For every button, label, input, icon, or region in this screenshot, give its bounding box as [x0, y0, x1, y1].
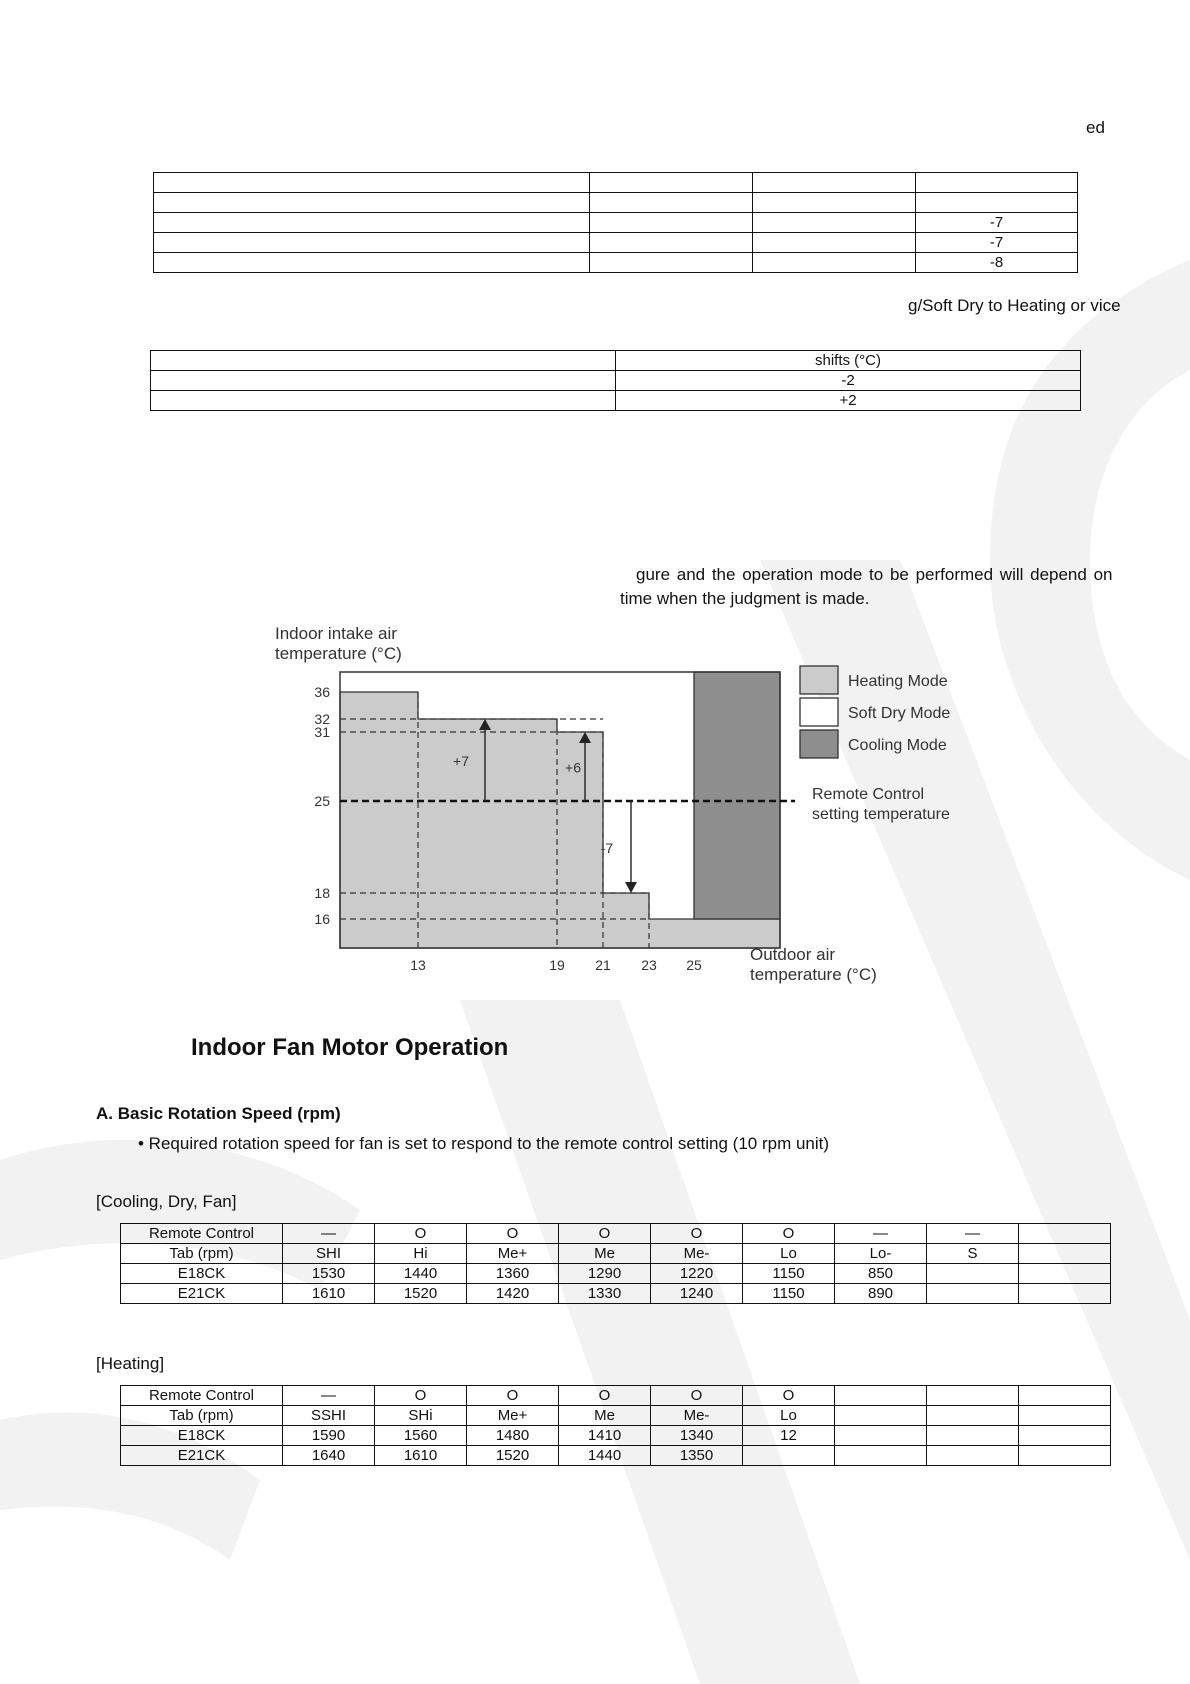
table-cell	[927, 1446, 1019, 1466]
table-cell: E18CK	[121, 1426, 283, 1446]
chart-x-title-line1: Outdoor air	[750, 945, 836, 964]
table-cell	[753, 253, 916, 273]
operation-mode-chart	[250, 618, 970, 998]
table-cell	[1019, 1406, 1111, 1426]
table-cell	[154, 213, 590, 233]
table-cell: O	[559, 1386, 651, 1406]
table-cell: -8	[916, 253, 1078, 273]
table-cell	[927, 1386, 1019, 1406]
table-cell	[1019, 1264, 1111, 1284]
table-cell	[1019, 1224, 1111, 1244]
table-cell	[835, 1446, 927, 1466]
table-cell: Remote Control	[121, 1386, 283, 1406]
table-cell: +2	[616, 391, 1081, 411]
table-cell	[916, 193, 1078, 213]
table-cell	[927, 1406, 1019, 1426]
chart-y-title-line1: Indoor intake air	[275, 624, 397, 643]
table-cell: 12	[743, 1426, 835, 1446]
table-cell: -2	[616, 371, 1081, 391]
table-cell	[927, 1426, 1019, 1446]
annotation-label: +6	[565, 759, 581, 776]
table-cell: Me-	[651, 1244, 743, 1264]
table-cell	[1019, 1386, 1111, 1406]
table-cell	[753, 193, 916, 213]
table-cell	[835, 1426, 927, 1446]
table-cell: O	[743, 1386, 835, 1406]
table-cell: 850	[835, 1264, 927, 1284]
table-cell: O	[375, 1386, 467, 1406]
table-cell: 1440	[375, 1264, 467, 1284]
table-cell: 1290	[559, 1264, 651, 1284]
table-cell: -7	[916, 213, 1078, 233]
table-cell: E21CK	[121, 1284, 283, 1304]
table-cell	[916, 173, 1078, 193]
table-cell: SHI	[283, 1244, 375, 1264]
y-tick-label: 16	[314, 911, 330, 927]
fragment-mode-change: g/Soft Dry to Heating or vice	[908, 296, 1121, 315]
setting-label-line1: Remote Control	[812, 786, 925, 803]
table-cell: 890	[835, 1284, 927, 1304]
table-cell	[743, 1446, 835, 1466]
table-cell	[835, 1386, 927, 1406]
table-row	[154, 193, 1078, 213]
table-cell: SSHI	[283, 1406, 375, 1426]
table-cell: 1150	[743, 1264, 835, 1284]
fragment-top-right: ed	[1086, 118, 1105, 137]
table-cell: Lo-	[835, 1244, 927, 1264]
table-cell: O	[375, 1224, 467, 1244]
table-cell: O	[651, 1386, 743, 1406]
table-cell	[1019, 1244, 1111, 1264]
table-cell: —	[283, 1386, 375, 1406]
table-cell	[151, 351, 616, 371]
section-title: Indoor Fan Motor Operation	[191, 1034, 509, 1061]
fragment-judgment-line2: time when the judgment is made.	[620, 589, 870, 608]
table-cell	[590, 213, 753, 233]
legend-label: Soft Dry Mode	[848, 705, 951, 722]
table-cell: -7	[916, 233, 1078, 253]
x-tick-label: 21	[595, 957, 611, 973]
table-cell	[1019, 1284, 1111, 1304]
table-cell: —	[835, 1224, 927, 1244]
table-row	[121, 1224, 1111, 1244]
cooling-mode-area	[694, 672, 780, 919]
table-cell	[590, 253, 753, 273]
table-cell: 1340	[651, 1426, 743, 1446]
annotation-label: -7	[600, 840, 614, 856]
table-cell: SHi	[375, 1406, 467, 1426]
table-row	[121, 1386, 1111, 1406]
legend-label: Heating Mode	[848, 673, 948, 690]
table-cell: 1560	[375, 1426, 467, 1446]
table-cell: 1520	[375, 1284, 467, 1304]
table-row	[151, 351, 1081, 371]
table-cell: O	[651, 1224, 743, 1244]
table-cell: Tab (rpm)	[121, 1244, 283, 1264]
table-cell: 1520	[467, 1446, 559, 1466]
bullet-text: • Required rotation speed for fan is set to respond to the remote control setting (10 rpm unit)	[138, 1134, 830, 1153]
table-cell: O	[743, 1224, 835, 1244]
table-row	[121, 1264, 1111, 1284]
x-tick-label: 19	[549, 957, 565, 973]
table-cell: S	[927, 1244, 1019, 1264]
table-cell	[1019, 1446, 1111, 1466]
x-tick-label: 13	[410, 957, 426, 973]
table-cell: Me	[559, 1244, 651, 1264]
setting-label-line2: setting temperature	[812, 806, 950, 823]
table-cell	[1019, 1426, 1111, 1446]
chart-x-title-line2: temperature (°C)	[750, 965, 877, 984]
table-cell: 1420	[467, 1284, 559, 1304]
chart-x-title	[750, 945, 877, 985]
table-cell	[753, 213, 916, 233]
table-cell: Me-	[651, 1406, 743, 1426]
fragment-judgment-line1: gure and the operation mode to be performed will depend on	[636, 565, 1113, 584]
table-cell	[927, 1284, 1019, 1304]
y-tick-label: 32	[314, 711, 330, 727]
legend-swatch	[800, 666, 838, 694]
table-row	[121, 1426, 1111, 1446]
x-tick-label: 23	[641, 957, 657, 973]
table-cell: 1240	[651, 1284, 743, 1304]
table-cell: Lo	[743, 1244, 835, 1264]
table-cell: 1440	[559, 1446, 651, 1466]
table-cell	[151, 391, 616, 411]
table-cell: shifts (°C)	[616, 351, 1081, 371]
table-cell	[927, 1264, 1019, 1284]
y-tick-label: 18	[314, 885, 330, 901]
table-row	[154, 213, 1078, 233]
subsection-title: A. Basic Rotation Speed (rpm)	[96, 1104, 341, 1123]
table-cell: 1640	[283, 1446, 375, 1466]
table-row	[154, 173, 1078, 193]
table-cell	[590, 173, 753, 193]
table-row	[154, 253, 1078, 273]
temperature-shift-table	[153, 172, 1078, 273]
table-cell: Hi	[375, 1244, 467, 1264]
table-cell	[151, 371, 616, 391]
table-cell	[753, 173, 916, 193]
table-cell: Me	[559, 1406, 651, 1426]
table-cell: 1480	[467, 1426, 559, 1446]
table-cell	[590, 233, 753, 253]
table-cell: 1150	[743, 1284, 835, 1304]
table-row	[151, 391, 1081, 411]
annotation-label: +7	[453, 753, 469, 769]
heating-fan-speed-table	[120, 1385, 1111, 1466]
table-cell: 1350	[651, 1446, 743, 1466]
table-cell: —	[283, 1224, 375, 1244]
table-cell: Me+	[467, 1406, 559, 1426]
table-cell: 1410	[559, 1426, 651, 1446]
table-cell: O	[559, 1224, 651, 1244]
y-tick-label: 25	[314, 793, 330, 809]
table-row	[121, 1406, 1111, 1426]
heating-table-title: [Heating]	[96, 1354, 165, 1373]
table-cell	[154, 173, 590, 193]
table-cell	[154, 193, 590, 213]
table-cell	[154, 233, 590, 253]
table-cell: E21CK	[121, 1446, 283, 1466]
table-cell: O	[467, 1224, 559, 1244]
mode-shift-table	[150, 350, 1081, 411]
table-cell: E18CK	[121, 1264, 283, 1284]
cooling-table-title: [Cooling, Dry, Fan]	[96, 1192, 237, 1211]
table-row	[154, 233, 1078, 253]
chart-y-title-line2: temperature (°C)	[275, 644, 402, 663]
legend-swatch	[800, 698, 838, 726]
table-cell: —	[927, 1224, 1019, 1244]
table-cell: 1220	[651, 1264, 743, 1284]
y-tick-label: 36	[314, 684, 330, 700]
cooling-fan-speed-table	[120, 1223, 1111, 1304]
table-row	[151, 371, 1081, 391]
table-cell	[753, 233, 916, 253]
table-cell: Tab (rpm)	[121, 1406, 283, 1426]
table-row	[121, 1446, 1111, 1466]
legend-label: Cooling Mode	[848, 737, 947, 754]
table-cell: 1610	[375, 1446, 467, 1466]
table-cell: O	[467, 1386, 559, 1406]
table-cell	[835, 1406, 927, 1426]
table-row	[121, 1244, 1111, 1264]
table-row	[121, 1284, 1111, 1304]
table-cell: 1330	[559, 1284, 651, 1304]
table-cell: 1610	[283, 1284, 375, 1304]
table-cell	[590, 193, 753, 213]
table-cell: 1530	[283, 1264, 375, 1284]
legend-swatch	[800, 730, 838, 758]
table-cell: Remote Control	[121, 1224, 283, 1244]
table-cell: 1590	[283, 1426, 375, 1446]
y-tick-label: 31	[314, 724, 330, 740]
table-cell	[154, 253, 590, 273]
table-cell: Lo	[743, 1406, 835, 1426]
table-cell: 1360	[467, 1264, 559, 1284]
table-cell: Me+	[467, 1244, 559, 1264]
x-tick-label: 25	[686, 957, 702, 973]
